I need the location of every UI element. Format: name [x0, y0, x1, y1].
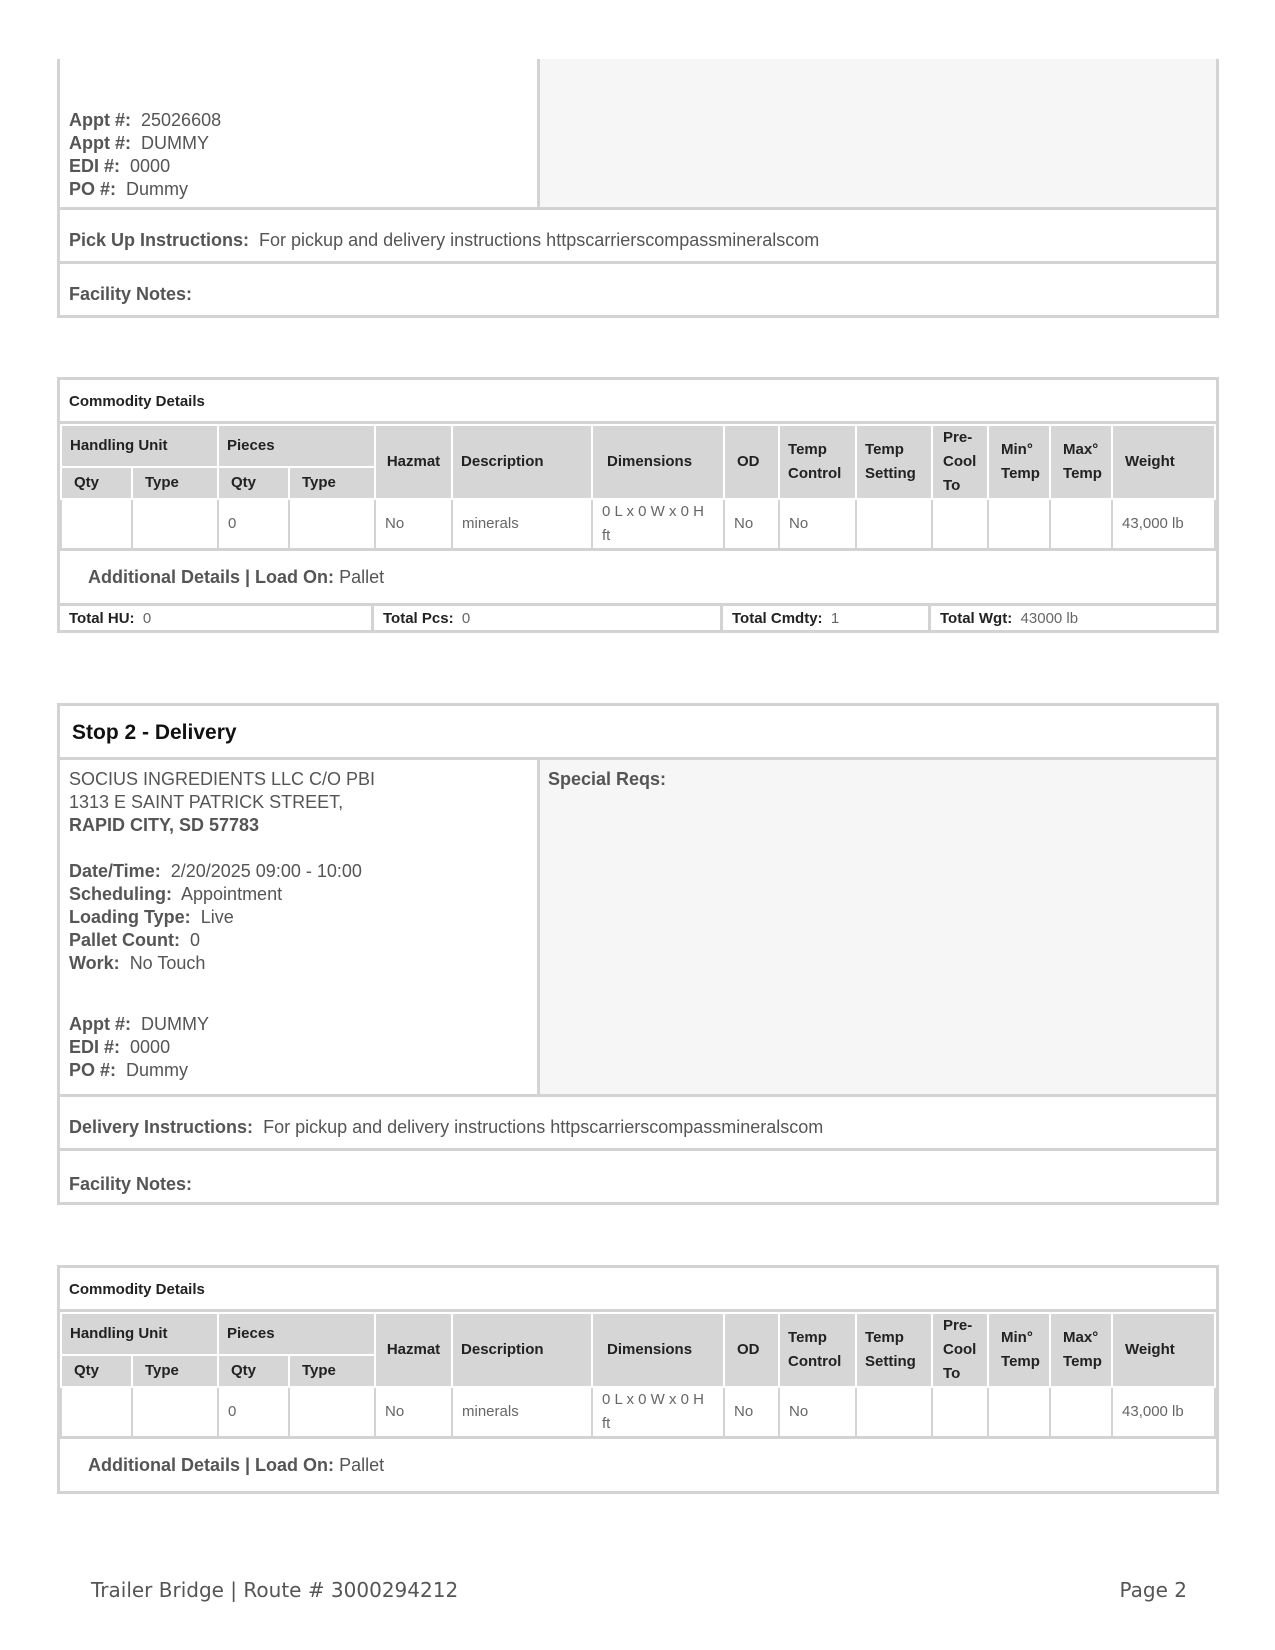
header-temp-setting: Temp Setting: [856, 1313, 932, 1387]
commodity-details-2: [57, 1265, 1219, 1494]
header-hu-type: Type: [132, 467, 218, 499]
total-hu: Total HU: 0: [60, 606, 374, 630]
header-pcs-qty: Qty: [218, 1355, 289, 1387]
stop2-edi-number: 0000: [130, 1037, 171, 1057]
header-hu-type: Type: [132, 1355, 218, 1387]
header-handling-unit: Handling Unit: [61, 425, 218, 467]
additional-details: Additional Details | Load On: Pallet: [60, 1438, 1216, 1491]
header-max-temp: Max° Temp: [1050, 1313, 1112, 1387]
additional-details: Additional Details | Load On: Pallet: [60, 550, 1216, 603]
header-dimensions: Dimensions: [592, 1313, 724, 1387]
stop1-facility-notes: Facility Notes:: [69, 284, 193, 304]
header-min-temp: Min° Temp: [988, 1313, 1050, 1387]
header-temp-control: Temp Control: [779, 1313, 856, 1387]
stop2-appt-number: DUMMY: [141, 1014, 210, 1034]
commodity-table: [60, 424, 1216, 550]
header-max-temp: Max° Temp: [1050, 425, 1112, 499]
commodity-details-title: Commodity Details: [60, 1268, 1216, 1312]
stop2-datetime: 2/20/2025 09:00 - 10:00: [170, 861, 362, 881]
commodity-totals: [60, 603, 1216, 630]
header-temp-control: Temp Control: [779, 425, 856, 499]
stop2-facility-notes: Facility Notes:: [69, 1174, 193, 1194]
header-min-temp: Min° Temp: [988, 425, 1050, 499]
header-description: Description: [452, 425, 592, 499]
stop2-section: [57, 703, 1219, 1205]
header-weight: Weight: [1112, 1313, 1215, 1387]
stop1-appt-number: 25026608: [141, 110, 222, 130]
header-pcs-qty: Qty: [218, 467, 289, 499]
header-temp-setting: Temp Setting: [856, 425, 932, 499]
header-description: Description: [452, 1313, 592, 1387]
header-precool: Pre- Cool To: [932, 425, 988, 499]
footer-route: Trailer Bridge | Route # 3000294212: [91, 1578, 459, 1602]
stop1-appt-number-2: DUMMY: [141, 133, 210, 153]
stop1-details: Appt #: 25026608 Appt #: DUMMY EDI #: 0000 PO #: Dummy: [60, 59, 540, 207]
stop2-scheduling: Appointment: [181, 884, 283, 904]
stop1-pickup-instructions: Pick Up Instructions: For pickup and delivery instructions httpscarrierscompassmineralscom: [60, 210, 1216, 264]
header-hu-qty: Qty: [61, 467, 132, 499]
stop2-pallet-count: 0: [190, 930, 201, 950]
stop2-work: No Touch: [129, 953, 206, 973]
total-pcs: Total Pcs: 0: [374, 606, 723, 630]
stop2-city: RAPID CITY, SD 57783: [69, 815, 260, 835]
total-cmdty: Total Cmdty: 1: [723, 606, 931, 630]
table-row: 0 No minerals 0 L x 0 W x 0 H ft No No 43,000 lb: [61, 1387, 1215, 1437]
header-weight: Weight: [1112, 425, 1215, 499]
stop1-edi-number: 0000: [130, 156, 171, 176]
header-hazmat: Hazmat: [375, 425, 452, 499]
stop2-special-reqs-panel: [540, 760, 1216, 1094]
special-reqs-label: Special Reqs:: [548, 769, 667, 789]
stop2-title: Stop 2 - Delivery: [60, 706, 1216, 760]
header-pcs-type: Type: [289, 467, 375, 499]
stop2-company: SOCIUS INGREDIENTS LLC C/O PBI: [69, 769, 376, 789]
stop2-loading-type: Live: [200, 907, 234, 927]
commodity-table: [60, 1312, 1216, 1438]
header-hazmat: Hazmat: [375, 1313, 452, 1387]
header-handling-unit: Handling Unit: [61, 1313, 218, 1355]
header-hu-qty: Qty: [61, 1355, 132, 1387]
table-row: 0 No minerals 0 L x 0 W x 0 H ft No No 43,000 lb: [61, 499, 1215, 549]
stop1-po-number: Dummy: [126, 179, 189, 199]
commodity-details-title: Commodity Details: [60, 380, 1216, 424]
header-od: OD: [724, 1313, 779, 1387]
stop2-po-number: Dummy: [126, 1060, 189, 1080]
header-pcs-type: Type: [289, 1355, 375, 1387]
total-wgt: Total Wgt: 43000 lb: [940, 610, 1079, 627]
stop1-special-reqs-panel: [540, 59, 1216, 207]
header-pieces: Pieces: [218, 425, 375, 467]
stop2-details: SOCIUS INGREDIENTS LLC C/O PBI 1313 E SAINT PATRICK STREET, RAPID CITY, SD 57783 Date/Time: 2/20/2025 09:00 - 10:00 Scheduling: Appointment Loading Type: Live Pallet Count: 0 Work: No Touch Appt #: DUMMY EDI #: 0000 PO #: Dummy: [60, 760, 540, 1094]
commodity-details-1: [57, 377, 1219, 633]
stop1-section: [57, 59, 1219, 318]
header-precool: Pre- Cool To: [932, 1313, 988, 1387]
footer-page-number: Page 2: [1119, 1578, 1187, 1602]
header-pieces: Pieces: [218, 1313, 375, 1355]
header-od: OD: [724, 425, 779, 499]
header-dimensions: Dimensions: [592, 425, 724, 499]
stop2-street: 1313 E SAINT PATRICK STREET,: [69, 792, 344, 812]
stop2-delivery-instructions: Delivery Instructions: For pickup and delivery instructions httpscarrierscompassmineralscom: [60, 1097, 1216, 1151]
